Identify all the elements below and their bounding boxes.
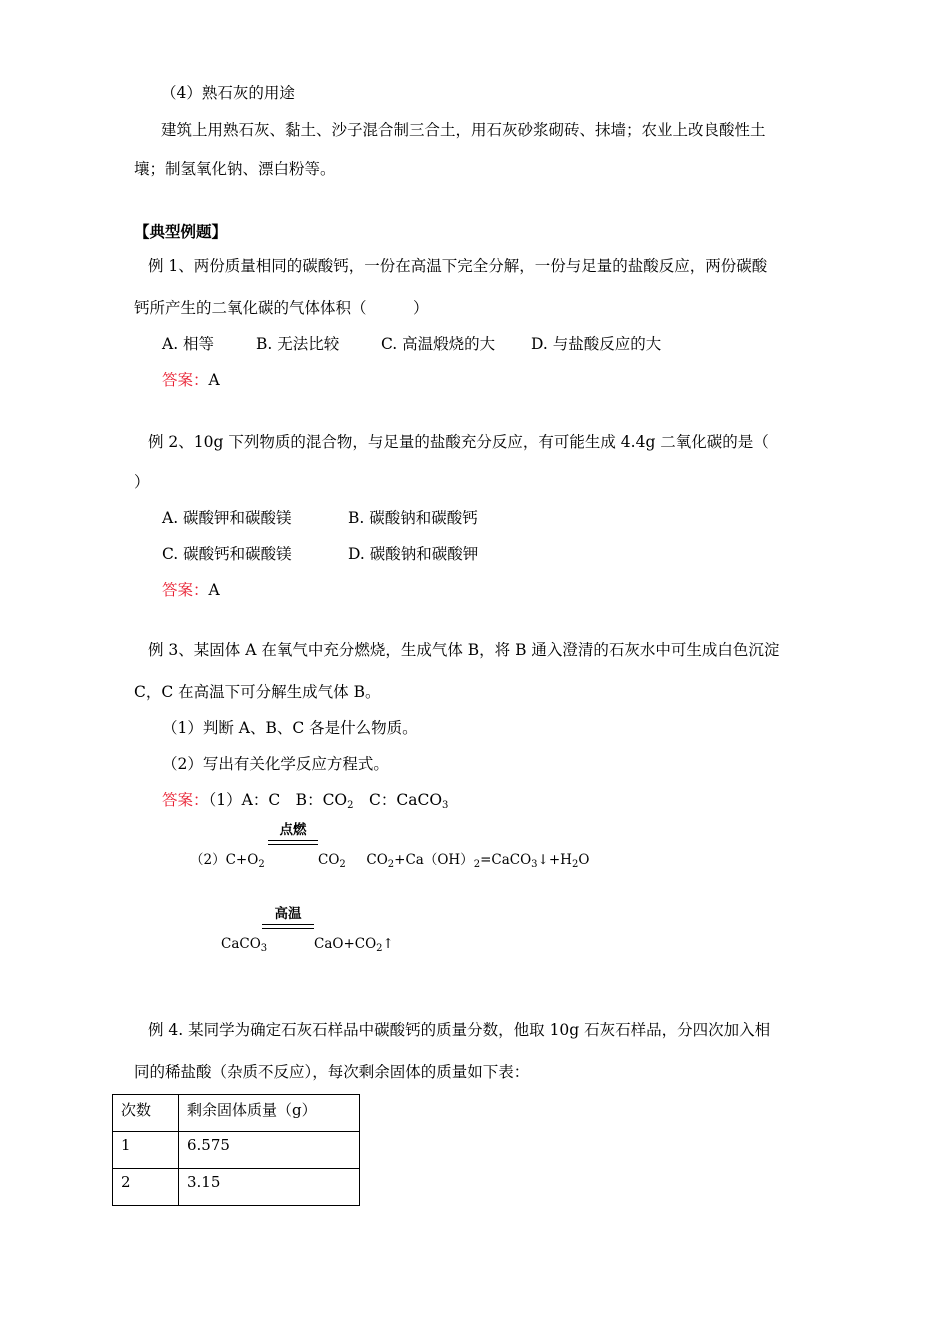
- subscript: 2: [473, 859, 481, 870]
- table-cell: 1: [113, 1132, 179, 1169]
- equals-bar: [262, 924, 314, 925]
- ex3-equation-2-reactant: [221, 934, 267, 954]
- ex2-option-b: B. 碳酸钠和碳酸钙: [348, 509, 478, 527]
- ex3-question-line: C，C 在高温下可分解生成气体 B。: [134, 683, 381, 701]
- ex2-option-d: D. 碳酸钠和碳酸钾: [348, 545, 479, 563]
- ex1-option-d: D. 与盐酸反应的大: [531, 335, 662, 353]
- arrow-up-icon: ↑: [382, 936, 394, 952]
- ex3-equation-1-product: [318, 850, 589, 870]
- equals-bar: [268, 844, 318, 845]
- subscript: 2: [347, 800, 354, 811]
- ex3-question-line: 例 3、某固体 A 在氧气中充分燃烧，生成气体 B，将 B 通入澄清的石灰水中可生成白色沉淀: [148, 641, 780, 659]
- ex1-question-line: 钙所产生的二氧化碳的气体体积（ ）: [134, 299, 429, 317]
- table-cell: 6.575: [179, 1132, 360, 1169]
- ex3-subquestion-2: （2）写出有关化学反应方程式。: [162, 755, 389, 773]
- answer-text: C：CaCO: [353, 791, 443, 809]
- answer-value: A: [208, 371, 220, 389]
- condition-label: 点燃: [279, 822, 307, 838]
- equation-text: O: [578, 852, 590, 868]
- paragraph-line: 建筑上用熟石灰、黏土、沙子混合制三合土，用石灰砂浆砌砖、抹墙；农业上改良酸性土: [161, 121, 766, 139]
- reaction-condition-high-temp: [262, 906, 314, 929]
- answer-label: 答案：: [162, 371, 209, 389]
- paragraph-line: 壤；制氢氧化钠、漂白粉等。: [134, 160, 336, 178]
- table-cell: 2: [113, 1169, 179, 1206]
- answer-label: 答案：: [162, 581, 209, 599]
- equation-text: =CaCO: [480, 852, 532, 868]
- ex3-subquestion-1: （1）判断 A、B、C 各是什么物质。: [162, 719, 418, 737]
- ex1-option-b: B. 无法比较: [256, 335, 340, 353]
- equation-text: ↓+H: [537, 852, 572, 868]
- subscript: 2: [339, 859, 346, 870]
- ex3-equation-1: [190, 850, 265, 870]
- equals-bar: [262, 928, 314, 929]
- ex4-question-line: 同的稀盐酸（杂质不反应），每次剩余固体的质量如下表：: [134, 1063, 530, 1081]
- answer-value: A: [208, 581, 220, 599]
- table-cell: 3.15: [179, 1169, 360, 1206]
- equation-text: CaCO: [221, 936, 261, 952]
- ex1-option-c: C. 高温煅烧的大: [381, 335, 496, 353]
- table-header-cell: 次数: [113, 1095, 179, 1132]
- ex4-question-line: 例 4. 某同学为确定石灰石样品中碳酸钙的质量分数，他取 10g 石灰石样品，分四次加入相: [148, 1021, 771, 1039]
- ex3-answer-1: [162, 790, 448, 810]
- ex1-question-line: 例 1、两份质量相同的碳酸钙，一份在高温下完全分解，一份与足量的盐酸反应，两份碳酸: [148, 257, 768, 275]
- answer-text: （1）A：C B：CO: [208, 791, 348, 809]
- subscript: 3: [260, 943, 268, 954]
- table-header-cell: 剩余固体质量（g）: [179, 1095, 360, 1132]
- ex1-answer: [162, 370, 220, 390]
- reaction-condition-ignite: [268, 822, 318, 845]
- table-row: [113, 1132, 360, 1169]
- data-table: [112, 1094, 360, 1206]
- equals-bar: [268, 840, 318, 841]
- equation-text: CaO+CO: [314, 936, 377, 952]
- ex2-question-line: ）: [134, 473, 150, 491]
- ex2-answer: [162, 580, 220, 600]
- ex2-question-line: 例 2、10g 下列物质的混合物，与足量的盐酸充分反应，有可能生成 4.4g 二氧化碳的是（: [148, 433, 769, 451]
- condition-label: 高温: [274, 906, 302, 922]
- examples-heading: 【典型例题】: [134, 222, 228, 241]
- equation-text: CO: [318, 852, 340, 868]
- equation-text: （2）C+O: [190, 852, 259, 868]
- ex2-option-a: A. 碳酸钾和碳酸镁: [162, 509, 292, 527]
- subscript: 2: [571, 859, 579, 870]
- equation-text: +Ca（OH）: [394, 852, 474, 868]
- answer-label: 答案：: [162, 791, 209, 809]
- ex2-option-c: C. 碳酸钙和碳酸镁: [162, 545, 292, 563]
- equation-text: CO: [366, 852, 388, 868]
- subscript: 2: [376, 943, 383, 954]
- subscript: 3: [531, 859, 538, 870]
- subscript: 2: [387, 859, 395, 870]
- ex1-option-a: A. 相等: [162, 335, 215, 353]
- table-row: [113, 1169, 360, 1206]
- ex3-equation-2-product: [314, 934, 394, 954]
- table-header-row: [113, 1095, 360, 1132]
- subscript: 3: [442, 800, 449, 811]
- section-heading: （4）熟石灰的用途: [161, 84, 295, 102]
- subscript: 2: [258, 859, 265, 870]
